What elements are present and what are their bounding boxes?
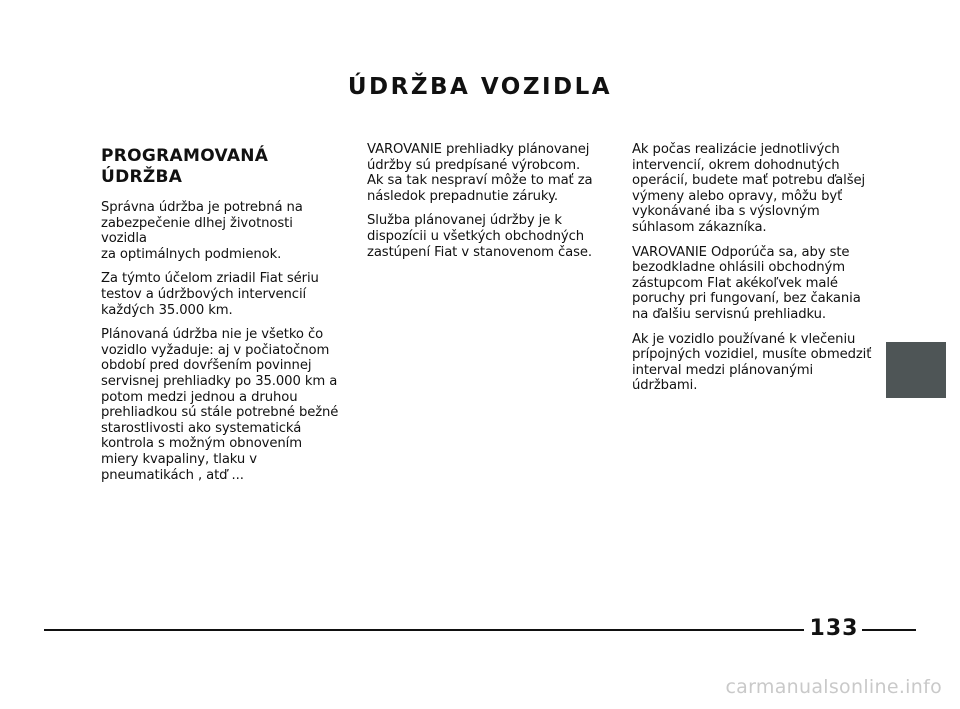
paragraph: Ak počas realizácie jednotlivých intervencií, okrem dohodnutých operácií, budete mať potrebu ďalšej výmeny alebo opravy, môžu byť vykonávané iba s výslovným súhlasom zákazníka. [632,142,866,235]
heading-line: ÚDRŽBA [101,167,183,187]
paragraph: Plánovaná údržba nie je všetko čo vozidlo vyžaduje: aj v počiatočnom období pred dovŕšením povinnej servisnej prehliadky po 35.000 km a potom medzi jednou a druhou prehliadkou sú stále potrebné bežné starostlivosti ako systematická kontrola s možným obnovením miery kvapaliny, tlaku v pneumatikách , atď ... [101,327,339,483]
warning-paragraph: VAROVANIE prehliadky plánovanej údržby sú predpísané výrobcom. Ak sa tak nespraví môže to mať za následok prepadnutie záruky. [367,142,593,204]
heading-line: PROGRAMOVANÁ [101,146,269,166]
warning-paragraph: VAROVANIE Odporúča sa, aby ste bezodkladne ohlásili obchodným zástupcom Flat akékoľvek malé poruchy pri fungovaní, bez čakania na ďalšiu servisnú prehliadku. [632,244,861,322]
paragraph: Ak je vozidlo používané k vlečeniu prípojných vozidiel, musíte obmedziť interval medzi plánovanými údržbami. [632,331,872,394]
footer-rule-right [862,629,916,631]
middle-column [367,142,605,269]
paragraph: Správna údržba je potrebná na zabezpečenie dlhej životnosti vozidla za optimálnych podmienok. [101,200,303,262]
paragraph: Služba plánovanej údržby je k dispozícii u všetkých obchodných zastúpení Fiat v stanovenom čase. [367,213,592,260]
left-column [101,142,339,492]
watermark-text: carmanualsonline.info [725,676,942,698]
chapter-side-tab [886,342,946,398]
page-number: 133 [809,616,859,641]
right-column [632,142,872,403]
footer-rule-left [44,629,804,631]
section-heading [101,146,339,188]
paragraph: Za týmto účelom zriadil Fiat sériu testov a údržbových intervencií každých 35.000 km. [101,271,319,318]
page-title: ÚDRŽBA VOZIDLA [347,74,613,100]
